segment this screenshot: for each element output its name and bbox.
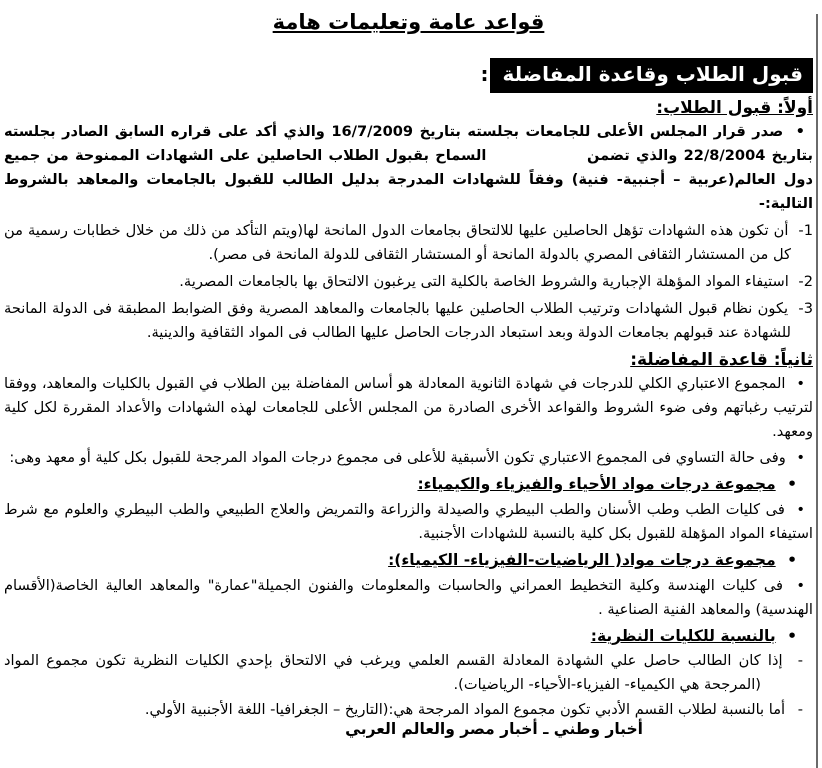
group-body-medical-colleges — [4, 498, 813, 546]
item-number: 3- — [798, 300, 813, 317]
bullet-marker: • — [796, 449, 805, 466]
source-attribution: أخبار وطني ـ أخبار مصر والعالم العربي — [345, 720, 643, 738]
dash-item-text: إذا كان الطالب حاصل علي الشهادة المعادلة القسم العلمي ويرغب في الالتحاق بإحدي الكليات النظرية تكون مجموع المواد (المرجحة هي الكيمياء- الفيزياء-الأحياء- الرياضيات). — [4, 652, 783, 693]
bullet-marker: • — [787, 627, 797, 645]
section-banner: قبول الطلاب وقاعدة المفاضلة — [490, 58, 813, 93]
item-text: استيفاء المواد المؤهلة الإجبارية والشروط الخاصة بالكلية التى يرغبون الالتحاق بها بالجامعات المصرية. — [179, 273, 789, 290]
intro-gap-spacer — [493, 159, 581, 160]
intro-paragraph — [4, 120, 813, 216]
bullet-marker: • — [795, 123, 805, 140]
bullet-text: المجموع الاعتباري الكلي للدرجات في شهادة الثانوية المعادلة هو أساس المفاضلة بين الطلاب في القبول بالكليات والمعاهد، ووفقا لترتيب رغباتهم وفى ضوء الشروط والقواعد الأخرى الصادرة من المجلس الأعلى للجامعات لهذه الشهادات والأعداد المقررة لكل كلية ومعهد. — [4, 375, 813, 440]
condition-item-2 — [4, 270, 813, 294]
item-number: 1- — [798, 222, 813, 239]
heading-second-comparison: ثانياً: قاعدة المفاضلة: — [630, 350, 813, 370]
page-title: قواعد عامة وتعليمات هامة — [272, 10, 545, 34]
group-heading-math-physics-chemistry — [4, 548, 813, 572]
right-page-border — [816, 14, 818, 768]
dash-item-text: أما بالنسبة لطلاب القسم الأدبي تكون مجموع المواد المرجحة هي:(التاريخ – الجغرافيا- اللغة الأجنبية الأولي. — [144, 701, 786, 718]
bullet-marker: • — [787, 551, 797, 569]
bullet-marker: • — [796, 577, 805, 594]
bullet-text: وفى حالة التساوي فى المجموع الاعتباري تكون الأسبقية للأعلى فى مجموع درجات المواد المرجحة للقبول بكل كلية أو معهد وهى: — [9, 449, 786, 466]
intro-part-a: صدر قرار المجلس الأعلى للجامعات بجلسته بتاريخ 16/7/2009 والذي أكد على قراره السابق الصادر بجلسته بتاريخ 22/8/2004 والذي تضمن — [4, 123, 813, 164]
item-text: أن تكون هذه الشهادات تؤهل الحاصلين عليها للالتحاق بجامعات الدول المانحة لها(ويتم التأكد من ذلك من خلال خطابات رسمية من كل من المستشار الثقافى المصري بالدولة المانحة أو المستشار الثقافى للدولة المانحة فى مصر). — [4, 222, 791, 263]
group-body-text: فى كليات الهندسة وكلية التخطيط العمراني والحاسبات والمعلومات والفنون الجميلة"عمارة" والمعاهد العالية الخاصة(الأقسام الهندسية) والمعاهد الفنية الصناعية . — [4, 577, 813, 618]
group-heading-biology-physics-chemistry — [4, 472, 813, 496]
section-banner-colon: : — [480, 62, 489, 86]
group-heading-text: مجموعة درجات مواد الأحياء والفيزياء والكيمياء: — [417, 475, 776, 493]
theoretical-item-scientific — [4, 649, 813, 697]
section-banner-row — [4, 58, 813, 93]
comparison-bullet-1 — [4, 372, 813, 444]
group-heading-theoretical-colleges — [4, 624, 813, 648]
comparison-bullet-2 — [4, 446, 813, 470]
group-heading-text: مجموعة درجات مواد( الرياضيات-الفيزياء- الكيمياء): — [388, 551, 776, 569]
group-body-engineering-colleges — [4, 574, 813, 622]
dash-marker: - — [797, 652, 803, 669]
item-number: 2- — [798, 273, 813, 290]
condition-item-1 — [4, 219, 813, 267]
bullet-marker: • — [796, 375, 805, 392]
condition-item-3 — [4, 297, 813, 345]
bullet-marker: • — [796, 501, 806, 518]
group-body-text: فى كليات الطب وطب الأسنان والطب البيطري والصيدلة والزراعة والتمريض والعلاج الطبيعي والطب البيطري والعلوم مع شرط استيفاء المواد المؤهلة للقبول بكل كلية بالنسبة للشهادات الأجنبية. — [4, 501, 813, 542]
item-text: يكون نظام قبول الشهادات وترتيب الطلاب الحاصلين عليها بالجامعات والمعاهد المصرية وفق الضوابط المطبقة فى الدولة المانحة للشهادة عند قبولهم بجامعات الدولة وبعد استبعاد الدرجات الحاصل عليها الطالب فى المواد الثقافية والدينية. — [4, 300, 791, 341]
group-heading-text: بالنسبة للكليات النظرية: — [590, 627, 776, 645]
bullet-marker: • — [787, 475, 797, 493]
intro-part-b: السماح بقبول الطلاب الحاصلين على الشهادات الممنوحة من جميع دول العالم(عربية – أجنبية- فنية) وفقاً للشهادات المدرجة بدليل الطالب للقبول بالجامعات والمعاهد بالشروط التالية:- — [4, 147, 813, 212]
heading-first-admission: أولاً: قبول الطلاب: — [656, 98, 813, 118]
dash-marker: - — [797, 701, 803, 718]
